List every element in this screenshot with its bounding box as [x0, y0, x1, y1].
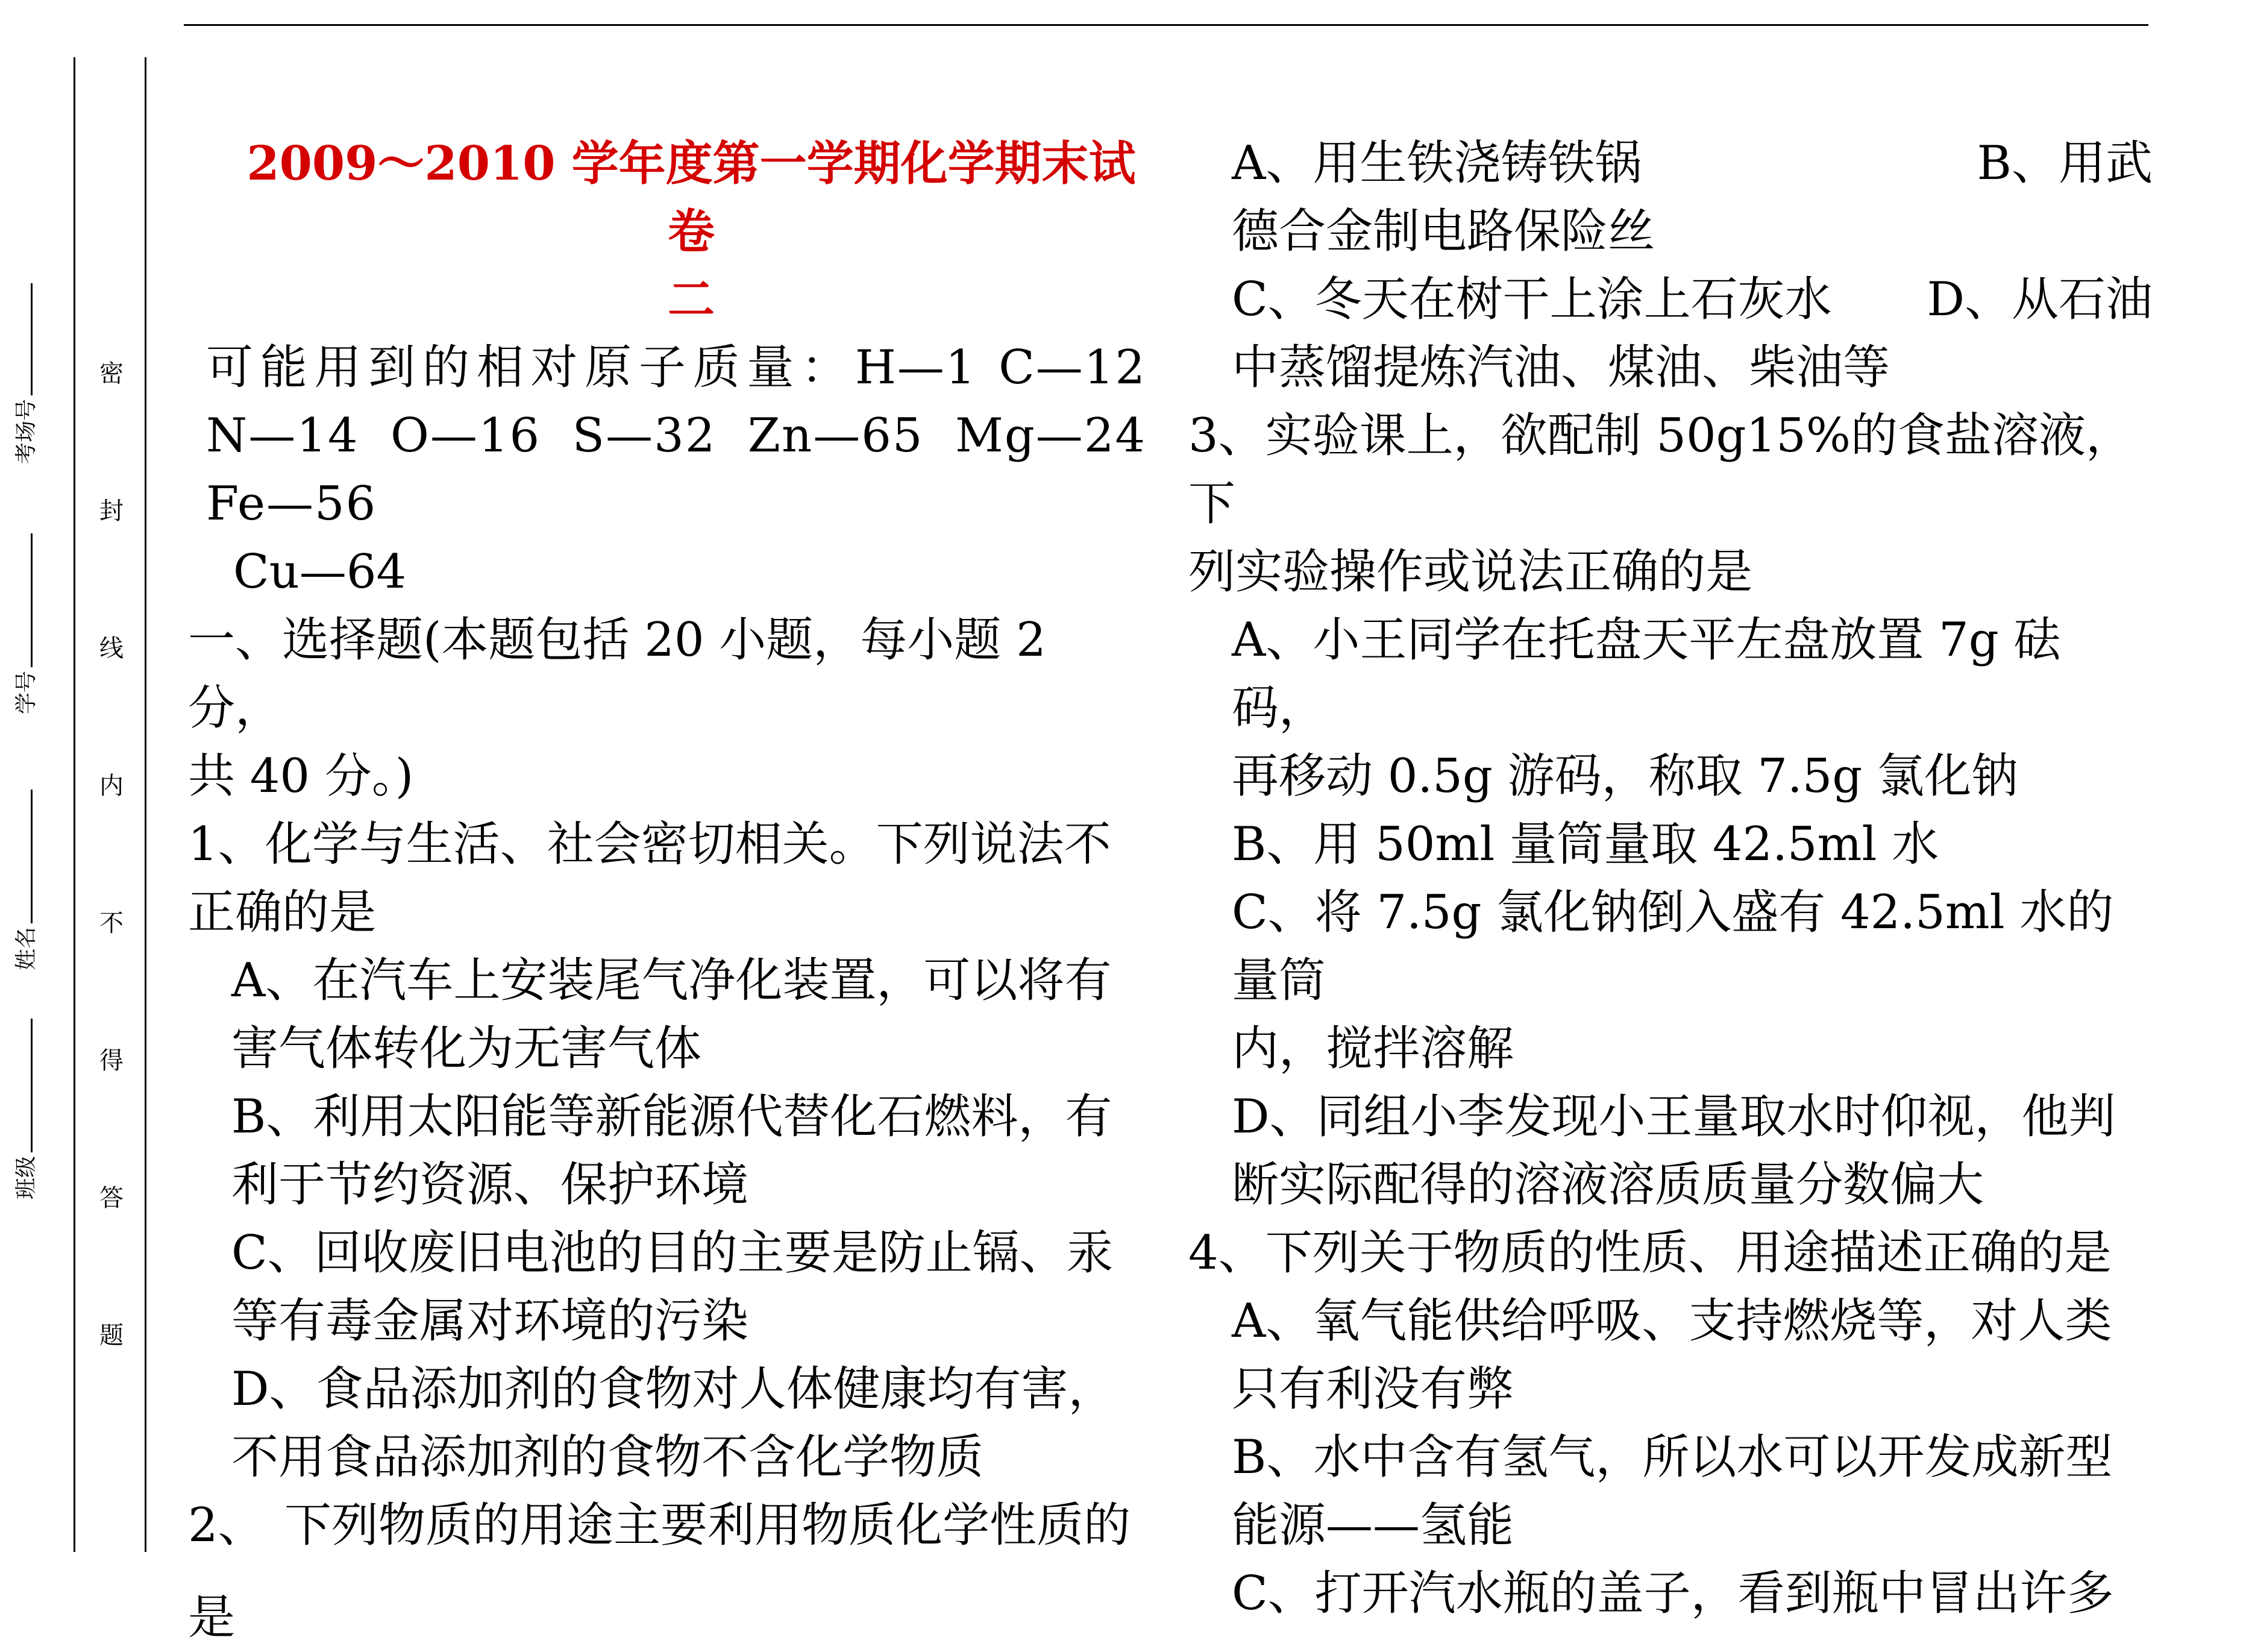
q1-option-c-line2: 等有毒金属对环境的污染 — [231, 1294, 749, 1348]
q1-option-a-line1: A、在汽车上安装尾气净化装置，可以将有 — [231, 953, 1112, 1008]
class-field[interactable] — [12, 1019, 39, 1199]
q2-option-a: A、用生铁浇铸铁锅 — [1232, 136, 1642, 190]
binding-line-inner — [145, 57, 146, 1552]
q1-option-b-line1: B、利用太阳能等新能源代替化石燃料，有 — [231, 1090, 1112, 1144]
seal-char: 不 — [99, 909, 124, 937]
section-header-line2: 共 40 分。) — [188, 749, 414, 803]
q2-stem-text: 下列物质的用途主要利用物质化学性质的 — [284, 1498, 1131, 1553]
q3-option-c-line2: 内，搅拌溶解 — [1232, 1022, 1514, 1076]
atomic-masses-line1: 可能用到的相对原子质量：H—1 C—12 — [206, 341, 1146, 395]
section-header-line1: 一、选择题(本题包括 20 小题，每小题 2 分， — [188, 613, 1046, 735]
q3-stem-line1: 3、实验课上，欲配制 50g15%的食盐溶液，下 — [1188, 409, 2133, 531]
q2-option-b-start: B、用武 — [1977, 136, 2153, 190]
q1-option-d-line2: 不用食品添加剂的食物不含化学物质 — [231, 1430, 984, 1484]
binding-line-outer — [74, 57, 75, 1552]
q3-option-d-line2: 断实际配得的溶液溶质质量分数偏大 — [1232, 1158, 1984, 1212]
atomic-masses-line3: Cu—64 — [233, 545, 407, 599]
student-id-blank[interactable] — [16, 533, 33, 667]
seal-char: 封 — [99, 497, 124, 525]
q1-option-d-line1: D、食品添加剂的食物对人体健康均有害， — [231, 1362, 1115, 1416]
seal-char: 密 — [99, 360, 124, 388]
q2-option-c: C、冬天在树干上涂上石灰水 — [1232, 272, 1832, 327]
q1-stem-line2: 正确的是 — [188, 885, 377, 940]
left-column — [188, 130, 1146, 1652]
seal-char: 答 — [99, 1184, 124, 1212]
exam-room-blank[interactable] — [16, 283, 33, 395]
q1-option-c-line1: C、回收废旧电池的目的主要是防止镉、汞 — [231, 1226, 1114, 1280]
student-id-field[interactable] — [12, 533, 39, 714]
right-column — [1188, 130, 2153, 1628]
q4-stem: 4、下列关于物质的性质、用途描述正确的是 — [1188, 1226, 2112, 1280]
top-rule — [184, 24, 2148, 26]
q3-option-d-line1: D、同组小李发现小王量取水时仰视，他判 — [1232, 1090, 2116, 1144]
seal-char: 题 — [99, 1322, 124, 1349]
q2-number: 2、 — [188, 1498, 265, 1553]
q1-option-b-line2: 利于节约资源、保护环境 — [231, 1158, 749, 1212]
q3-option-a-line1: A、小王同学在托盘天平左盘放置 7g 砝码， — [1232, 613, 2061, 735]
atomic-masses-line2: N—14 O—16 S—32 Zn—65 Mg—24 Fe—56 — [206, 409, 1146, 531]
name-blank[interactable] — [16, 790, 33, 923]
name-field[interactable] — [12, 790, 39, 970]
q2-option-d-start: D、从石油 — [1927, 272, 2153, 327]
q2-option-b-line2: 德合金制电路保险丝 — [1232, 204, 1655, 259]
exam-title-line2: 二 — [667, 272, 715, 327]
exam-room-field[interactable] — [12, 283, 39, 464]
q4-option-b-line2: 能源——氢能 — [1232, 1498, 1514, 1553]
q4-option-b-line1: B、水中含有氢气，所以水可以开发成新型 — [1232, 1430, 2113, 1484]
q3-option-a-line2: 再移动 0.5g 游码，称取 7.5g 氯化钠 — [1232, 749, 2019, 803]
q4-option-a-line1: A、氧气能供给呼吸、支持燃烧等，对人类 — [1232, 1294, 2112, 1348]
q2-stem-line1 — [188, 1492, 1146, 1560]
q1-option-a-line2: 害气体转化为无害气体 — [231, 1022, 702, 1076]
q4-option-a-line2: 只有利没有弊 — [1232, 1362, 1514, 1416]
q2-option-row-ab — [1188, 130, 2153, 198]
q1-stem-line1: 1、化学与生活、社会密切相关。下列说法不 — [188, 817, 1111, 872]
class-blank[interactable] — [16, 1019, 33, 1152]
q3-stem-line2: 列实验操作或说法正确的是 — [1188, 545, 1753, 599]
q2-option-row-cd — [1188, 266, 2153, 334]
seal-char: 线 — [99, 635, 124, 662]
student-id-label: 学号 — [13, 670, 39, 714]
q2-option-d-line2: 中蒸馏提炼汽油、煤油、柴油等 — [1232, 341, 1890, 395]
exam-room-label: 考场号 — [13, 398, 39, 464]
seal-line-text — [96, 362, 127, 1461]
q2-stem-line2: 是 — [188, 1591, 236, 1645]
q3-option-b: B、用 50ml 量筒量取 42.5ml 水 — [1232, 817, 1939, 872]
seal-char: 得 — [99, 1047, 124, 1075]
class-label: 班级 — [13, 1155, 39, 1199]
exam-title-line1: 2009～2010 学年度第一学期化学期末试卷 — [246, 136, 1136, 259]
q3-option-c-line1: C、将 7.5g 氯化钠倒入盛有 42.5ml 水的量筒 — [1232, 885, 2114, 1008]
seal-char: 内 — [99, 772, 124, 800]
name-label: 姓名 — [13, 926, 39, 970]
q4-option-c-line1: C、打开汽水瓶的盖子，看到瓶中冒出许多 — [1232, 1566, 2114, 1621]
